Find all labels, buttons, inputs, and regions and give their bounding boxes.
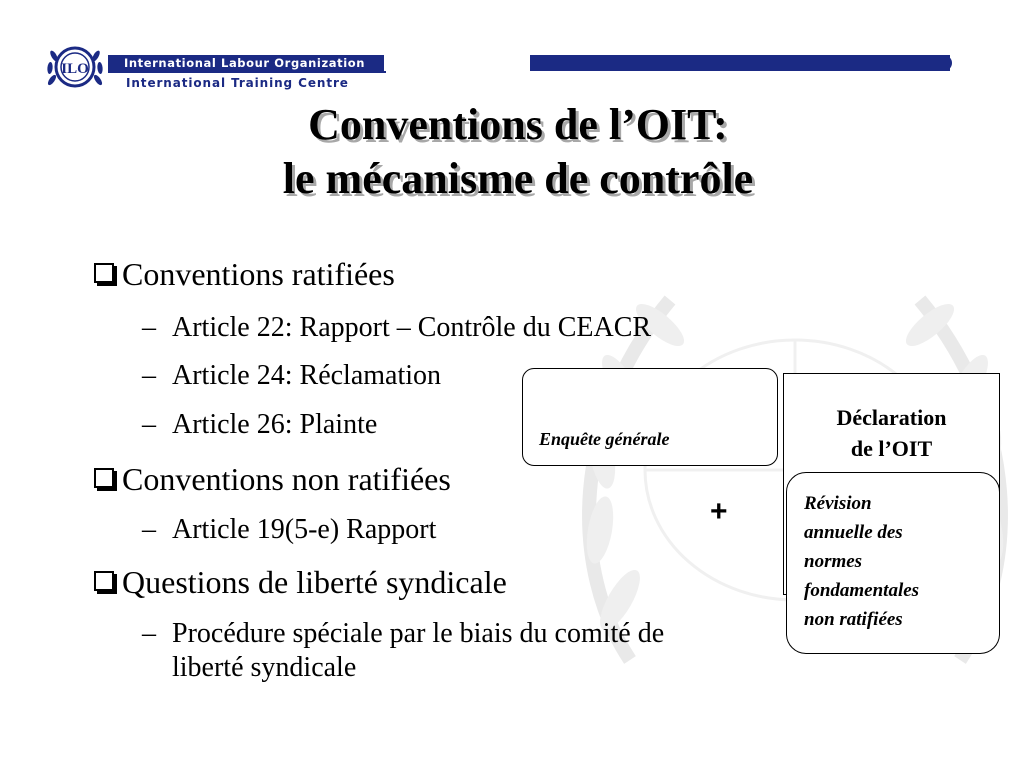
bullet-conventions-non-ratifiees: Conventions non ratifiées [92,461,451,497]
bullet-conventions-ratifiees: Conventions ratifiées [92,256,395,292]
sub-bullet-procedure-speciale-cont: liberté syndicale [172,652,357,683]
revision-annuelle-box [786,472,1000,654]
checkbox-bullet-icon [94,571,114,591]
bullet-liberte-syndicale: Questions de liberté syndicale [92,564,507,600]
revision-line: Révision [804,493,872,514]
sub-bullet-article-24: – Article 24: Réclamation [142,360,442,391]
revision-line: non ratifiées [804,609,903,630]
header-underline [108,71,386,73]
svg-text:ILO: ILO [61,61,89,77]
slide-title-line-1: Conventions de l’OIT: [308,100,728,149]
enquete-generale-label: Enquête générale [539,429,670,449]
header-band-gap [384,55,530,71]
checkbox-bullet-icon [94,263,114,283]
enquete-generale-box [522,368,778,466]
slide-title-line-2: le mécanisme de contrôle [282,154,754,203]
revision-line: annuelle des [804,522,903,543]
slide-title [0,98,1024,206]
checkbox-bullet-icon [94,468,114,488]
organization-name: International Labour Organization [124,56,366,70]
training-centre-name: International Training Centre [126,76,349,90]
header-band-end [928,55,952,71]
revision-line: normes [804,551,863,572]
ilo-logo-icon [46,42,104,92]
plus-sign: + [710,495,728,528]
sub-bullet-procedure-speciale: – Procédure spéciale par le biais du comité de [142,618,665,649]
sub-bullet-article-26: – Article 26: Plainte [142,409,378,440]
sub-bullet-article-22: – Article 22: Rapport – Contrôle du CEACR [142,312,652,343]
declaration-oit-label: Déclaration de l’OIT [836,405,947,461]
revision-line: fondamentales [804,580,920,601]
sub-bullet-article-19: – Article 19(5-e) Rapport [142,514,437,545]
